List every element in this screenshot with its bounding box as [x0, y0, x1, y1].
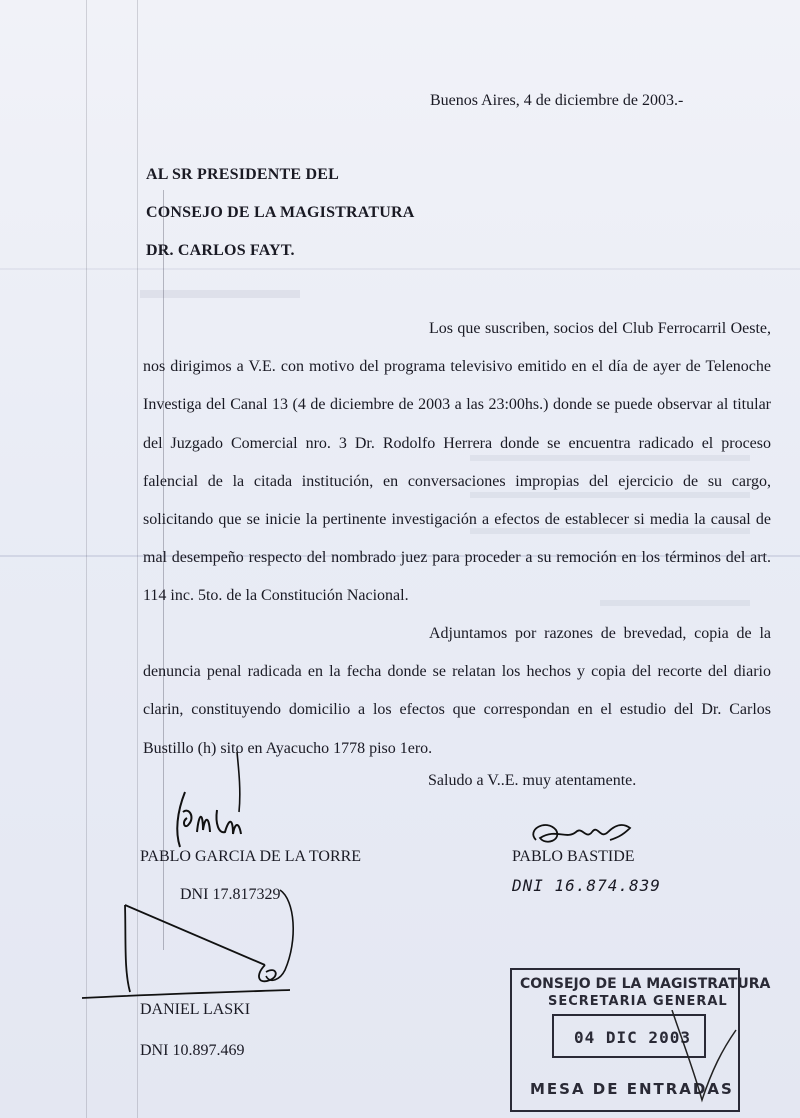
paragraph-text: Adjuntamos por razones de brevedad, copia de la denuncia penal radicada en la fecha donde se relatan los hechos y copia del recorte del diario clarin, constituyendo domicilio a los efectos que correspondan en el estudio del Dr. Carlos Bustillo (h) sito en Ayacucho 1778 piso 1ero.: [143, 625, 771, 757]
body-paragraph-2: [143, 615, 771, 768]
reception-stamp: [510, 968, 771, 1112]
signatory-name-3: DANIEL LASKI: [140, 1001, 251, 1018]
addressee-line-1: AL SR PRESIDENTE DEL: [146, 166, 339, 183]
signatory-name-2: PABLO BASTIDE: [512, 848, 635, 865]
paragraph-text: Los que suscriben, socios del Club Ferrocarril Oeste, nos dirigimos a V.E. con motivo del programa televisivo emitido en el día de ayer de Telenoche Investiga del Canal 13 (4 de diciembre de 2003 a las 23:00hs.) donde se puede observar al titular del Juzgado Comercial nro. 3 Dr. Rodolfo Herrera donde se encuentra radicado el proceso falencial de la citada institución, en conversaciones impropias del ejercicio de su cargo, solicitando que se inicie la pertinente investigación a efectos de establecer si media la causal de mal desempeño respecto del nombrado juez para proceder a su remoción en los términos del art. 114 inc. 5to. de la Constitución Nacional.: [143, 320, 771, 605]
stamp-date: 04 DIC 2003: [574, 1028, 691, 1047]
signatory-name-1: PABLO GARCIA DE LA TORRE: [140, 848, 362, 865]
signatory-dni-2: DNI 16.874.839: [512, 876, 661, 895]
addressee-line-3: DR. CARLOS FAYT.: [146, 242, 295, 259]
closing-line: Saludo a V..E. muy atentamente.: [428, 772, 637, 789]
stamp-line-2: SECRETARIA GENERAL: [548, 994, 728, 1009]
signatory-dni-3: DNI 10.897.469: [140, 1042, 245, 1059]
stamp-line-3: MESA DE ENTRADAS: [530, 1080, 734, 1098]
signature-daniel-laski: [80, 880, 310, 1000]
stamp-line-1: CONSEJO DE LA MAGISTRATURA: [520, 976, 771, 992]
paper-fold: [0, 268, 800, 270]
show-through: [140, 290, 300, 298]
body-paragraph-1: [143, 310, 771, 616]
stamp-check-mark: [662, 1010, 738, 1110]
signatory-dni-1: DNI 17.817329: [180, 886, 281, 903]
signature-pablo-garcia: [155, 752, 265, 852]
date-line: Buenos Aires, 4 de diciembre de 2003.-: [430, 92, 684, 109]
addressee-line-2: CONSEJO DE LA MAGISTRATURA: [146, 204, 415, 221]
